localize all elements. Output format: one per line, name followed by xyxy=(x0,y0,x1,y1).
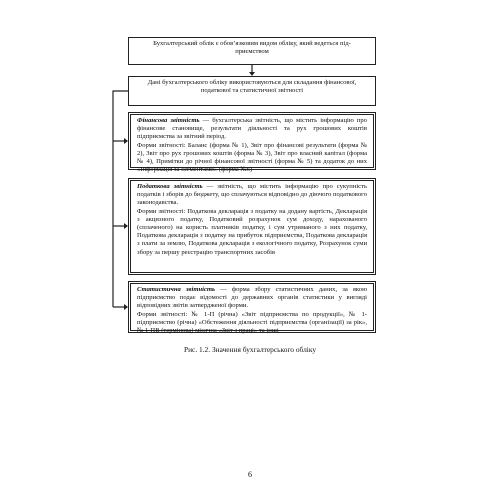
financial-title: Фінансова звітність xyxy=(137,117,200,124)
financial-reporting-box xyxy=(128,112,376,174)
middle-box-usage xyxy=(128,76,376,106)
page-number: 6 xyxy=(248,470,252,479)
statistical-title: Статистична звітність xyxy=(137,286,216,293)
statistical-text: — форма збору статистичних даних, за якою підприємство подає відомості до державних органів статистики у вигляді відповідних звітів затвердженої форми. xyxy=(137,286,368,310)
figure-caption: Рис. 1.2. Значення бухгалтерського обліку xyxy=(183,345,317,354)
statistical-forms: Форми звітності: № 1-П (річна) «Звіт підприємства по продукції», № 1-підприємство (річна) «Обстеження діяльності підприємства (організації) за рік», № 1-ПВ (термінова) місячна «Звіт з праці» та інші xyxy=(137,310,367,335)
financial-forms: Форми звітності: Баланс (форма № 1), Звіт про фінансові результати (форма № 2), Звіт про рух грошових коштів (форма № 3), Звіт про власний капітал (форма № 4), Примітки до річної фінансової звітності (форма № 5) та додаток до них «Інформація за сегментами» (форма №6) xyxy=(137,141,367,174)
connector-left-bracket xyxy=(113,91,128,307)
statistical-reporting-box xyxy=(128,281,376,333)
top-box-text: Бухгалтерський облік є обов’язковим видом обліку, який ведеться під-приємством xyxy=(153,40,351,56)
middle-box-text: Дані бухгалтерського обліку використовуються для складання фінансової, податкової та статистичної звітності xyxy=(147,79,357,95)
tax-title: Податкова звітність xyxy=(137,183,203,190)
tax-text: — звітність, що містить інформацію про сукупність податків і зборів до бюджету, що сплачуються відповідно до діючого податкового законодавства. xyxy=(137,183,367,207)
financial-text: — бухгалтерська звітність, що містить інформацію про фінансове становище, результати діяльності та рух грошових коштів підприємства за звітний період. xyxy=(137,117,367,141)
tax-reporting-box xyxy=(128,178,376,275)
tax-forms: Форми звітності: Податкова декларація з податку на додану вартість, Декларація з акцизного податку, Податковий розрахунок сум доходу, нарахованого (сплаченого) на користь платників податку, і сум утриманого з них податку, Податкова декларація з податку на прибуток підприємства, Податкова декларація з плати за землю, Податкова декларація з екологічного податку, Розрахунок суми збору за першу реєстрацію транспортних засобів xyxy=(137,207,367,256)
top-box-accounting xyxy=(128,37,376,65)
